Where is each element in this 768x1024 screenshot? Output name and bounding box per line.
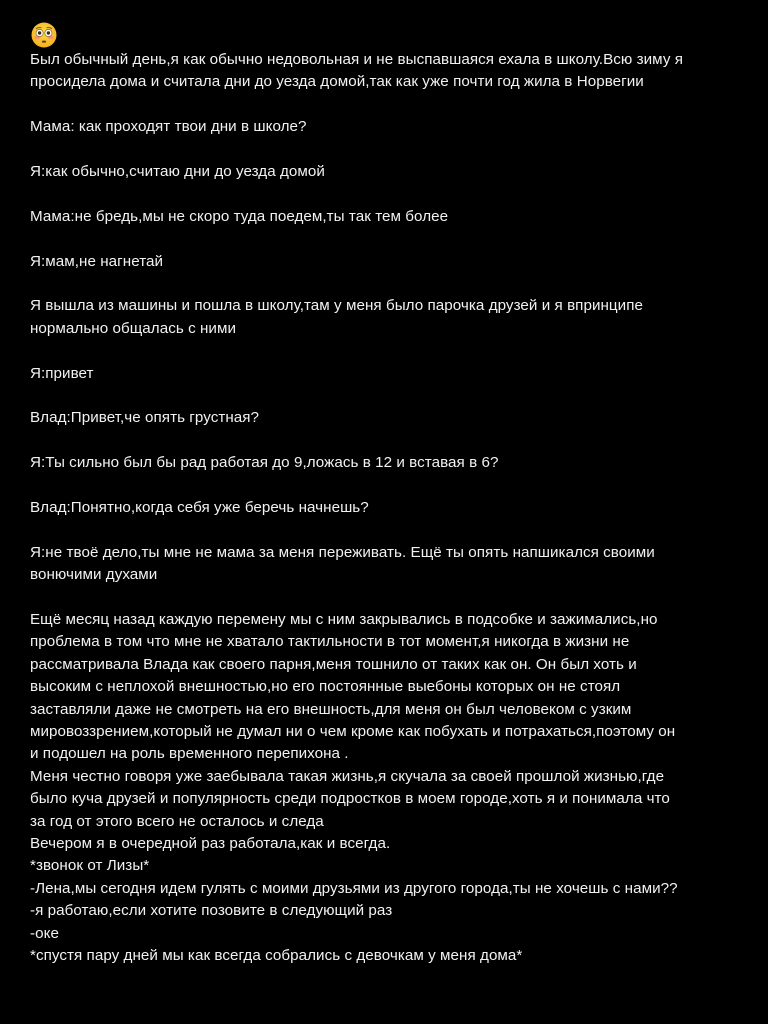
text-line: -оке [30,924,59,942]
text-line: -Лена,мы сегодня идем гулять с моими друзьями из другого города,ты не хочешь с нами?? [30,879,678,897]
text-line: Ещё месяц назад каждую перемену мы с ним закрывались в подсобке и зажимались,но [30,610,658,628]
blank-line [30,385,742,407]
blank-line [30,587,742,609]
blank-line [30,430,742,452]
text-line: Я:привет [30,364,94,382]
text-line: за год от этого всего не осталось и следа [30,812,324,830]
blank-line [30,183,742,205]
story-page [30,22,742,967]
text-line: Мама:не бредь,мы не скоро туда поедем,ты так тем более [30,207,449,225]
text-line: Я:мам,не нагнетай [30,252,164,270]
text-line: *звонок от Лизы* [30,857,150,875]
text-line: Влад:Привет,че опять грустная? [30,409,260,427]
flushed-face-emoji-icon [31,22,57,48]
text-line: Я:Ты сильно был бы рад работая до 9,ложась в 12 и вставая в 6? [30,454,499,472]
text-line: Я:как обычно,считаю дни до уезда домой [30,163,325,180]
blank-line [30,340,742,362]
blank-line [30,139,742,161]
text-line: Вечером я в очередной раз работала,как и всегда. [30,835,391,853]
text-line: *спустя пару дней мы как всегда собрались с девочкам у меня дома* [30,947,523,965]
text-line: было куча друзей и популярность среди подростков в моем городе,хоть я и понимала что [30,790,670,808]
text-line: нормально общалась с ними [30,319,236,337]
text-line: -я работаю,если хотите позовите в следующий раз [30,902,393,920]
blank-line [30,475,742,497]
text-line: проблема в том что мне не хватало тактильности в тот момент,я никогда в жизни не [30,633,630,651]
text-line: мировоззрением,который не думал ни о чем кроме как побухать и потрахаться,поэтому он [30,723,676,741]
blank-line [30,519,742,541]
text-line: высоким с неплохой внешностью,но его постоянные выебоны которых он не стоял [30,678,621,696]
text-line: заставляли даже не смотреть на его внешность,для меня он был человеком с узким [30,700,632,718]
blank-line [30,94,742,116]
text-line: Меня честно говоря уже заебывала такая жизнь,я скучала за своей прошлой жизнью,где [30,767,665,785]
text-line: и подошел на роль временного перепихона . [30,745,349,763]
text-line: просидела дома и считала дни до уезда домой,так как уже почти год жила в Норвегии [30,73,644,91]
text-line: рассматривала Влада как своего парня,меня тошнило от таких как он. Он был хоть и [30,655,637,673]
text-line: вонючими духами [30,566,158,584]
text-line: Я вышла из машины и пошла в школу,там у меня было парочка друзей и я впринципе [30,297,643,315]
blank-line [30,228,742,250]
story-text [30,49,742,967]
text-line: Был обычный день,я как обычно недовольная и не выспавшаяся ехала в школу.Всю зиму я [30,51,684,68]
text-line: Мама: как проходят твои дни в школе? [30,118,307,136]
text-line: Влад:Понятно,когда себя уже беречь начнешь? [30,498,369,516]
text-line: Я:не твоё дело,ты мне не мама за меня переживать. Ещё ты опять напшикался своими [30,543,655,561]
blank-line [30,273,742,295]
